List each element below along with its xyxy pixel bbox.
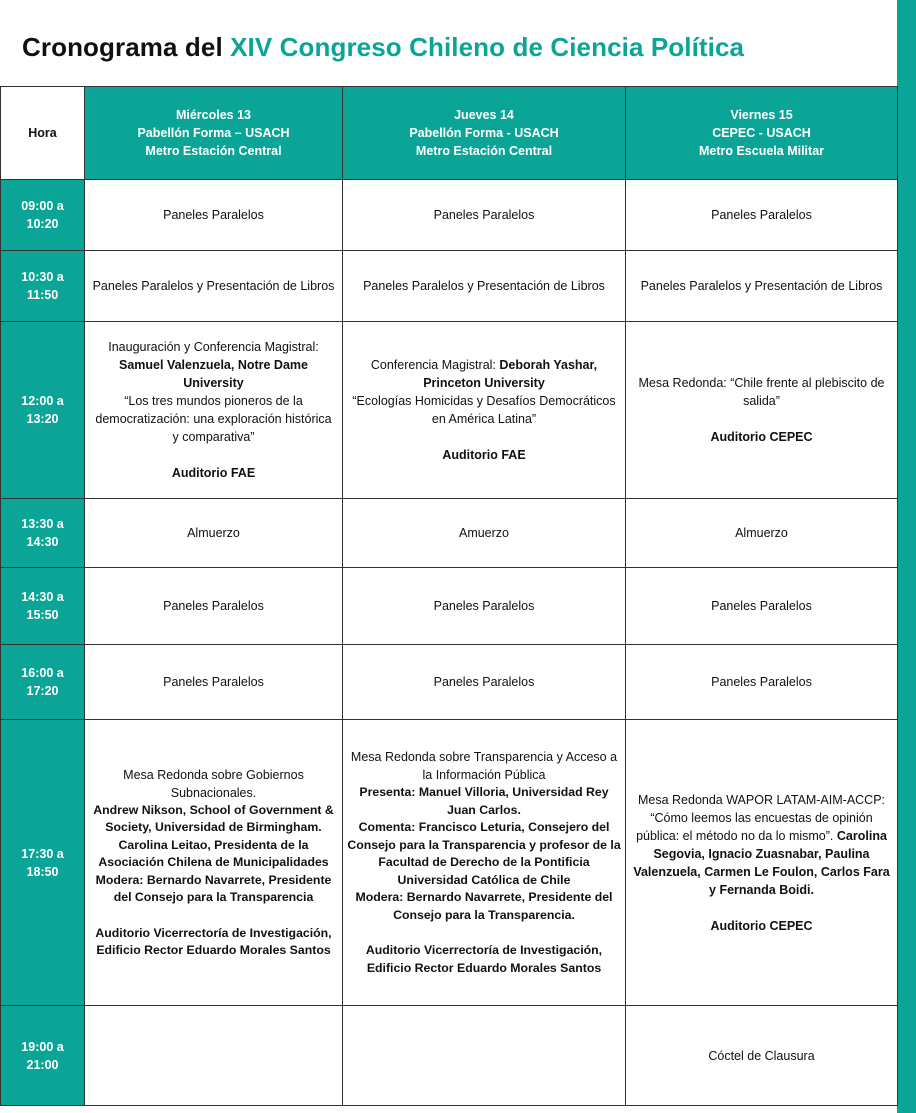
- session-cell: Paneles Paralelos: [85, 645, 343, 720]
- speaker-name: Samuel Valenzuela, Notre Dame University: [119, 358, 308, 390]
- session-cell: Paneles Paralelos: [85, 180, 343, 251]
- spacer: [632, 410, 891, 428]
- talk-title: “Los tres mundos pioneros de la democratización: una exploración histórica y comparativa”: [95, 394, 332, 444]
- moderator: Modera: Bernardo Navarrete, Presidente del Consejo para la Transparencia.: [355, 890, 613, 922]
- hour-text: 14:30 a: [21, 590, 64, 604]
- session-cell: Almuerzo: [626, 499, 898, 568]
- spacer: [347, 924, 621, 942]
- session-cell: Paneles Paralelos y Presentación de Libros: [343, 251, 626, 322]
- day-header-line: Metro Estación Central: [145, 144, 282, 158]
- session-cell: [626, 720, 898, 1006]
- day-header-thursday: [343, 87, 626, 180]
- header-row: [1, 87, 898, 180]
- session-cell: Paneles Paralelos: [626, 645, 898, 720]
- day-header-wednesday: [85, 87, 343, 180]
- speaker-names: Carolina Segovia, Ignacio Zuasnabar, Paulina Valenzuela, Carmen Le Foulon, Carlos Fara y Fernanda Boidi.: [633, 828, 890, 897]
- hour-text: 10:20: [26, 217, 59, 231]
- venue-label: Auditorio CEPEC: [710, 918, 813, 933]
- session-intro: Mesa Redonda: “Chile frente al plebiscito de salida”: [638, 376, 885, 408]
- hour-text: 19:00 a: [21, 1039, 64, 1054]
- table-row: [1, 1006, 898, 1106]
- day-header-line: Miércoles 13: [175, 108, 252, 122]
- hour-text: 09:00 a: [21, 199, 64, 213]
- hour-text: 16:00 a: [21, 666, 64, 680]
- hour-cell: [1, 568, 85, 645]
- hour-cell: [1, 180, 85, 251]
- hour-text: 18:50: [26, 864, 59, 879]
- table-row: [1, 645, 898, 720]
- hour-cell: [1, 322, 85, 499]
- accent-side-bar: [897, 0, 916, 1113]
- session-intro: Mesa Redonda sobre Transparencia y Acceso a la Información Pública: [350, 750, 618, 782]
- hour-text: 10:30 a: [21, 270, 64, 284]
- session-cell: Paneles Paralelos: [343, 645, 626, 720]
- presenter: Presenta: Manuel Villoria, Universidad Rey Juan Carlos.: [359, 785, 609, 817]
- session-intro: Conferencia Magistral:: [370, 358, 496, 372]
- table-row: [1, 720, 898, 1006]
- day-header-line: Metro Escuela Militar: [698, 144, 825, 158]
- hour-text: 13:30 a: [21, 517, 64, 531]
- session-cell: [85, 322, 343, 499]
- hour-column-header: Hora: [1, 87, 85, 180]
- table-row: [1, 322, 898, 499]
- hour-cell: [1, 645, 85, 720]
- hour-cell: [1, 499, 85, 568]
- hour-cell: [1, 251, 85, 322]
- panelist: Andrew Nikson, School of Government & Society, Universidad de Birmingham.: [93, 802, 334, 834]
- hour-text: 13:20: [26, 412, 59, 426]
- session-cell: Paneles Paralelos: [85, 568, 343, 645]
- table-row: [1, 499, 898, 568]
- venue-label: Auditorio FAE: [442, 448, 526, 462]
- spacer: [89, 907, 338, 925]
- hour-text: 11:50: [26, 288, 59, 302]
- hour-text: 12:00 a: [21, 394, 64, 408]
- hour-text: 15:50: [26, 608, 59, 622]
- hour-text: 14:30: [26, 535, 59, 549]
- session-cell: [626, 322, 898, 499]
- talk-title: “Ecologías Homicidas y Desafíos Democráticos en América Latina”: [352, 394, 616, 426]
- spacer: [349, 428, 619, 446]
- schedule-table: [0, 86, 898, 1106]
- session-cell: Paneles Paralelos: [343, 180, 626, 251]
- venue-label: Auditorio FAE: [171, 466, 256, 480]
- moderator: Modera: Bernardo Navarrete, Presidente del Consejo para la Transparencia: [95, 872, 332, 904]
- session-cell: Almuerzo: [85, 499, 343, 568]
- day-header-line: Pabellón Forma – USACH: [137, 126, 290, 140]
- session-intro: Inauguración y Conferencia Magistral:: [108, 340, 319, 354]
- session-cell: Paneles Paralelos: [626, 568, 898, 645]
- session-cell: [343, 720, 626, 1006]
- title-accent: XIV Congreso Chileno de Ciencia Política: [230, 32, 745, 62]
- panelist: Carolina Leitao, Presidenta de la Asociación Chilena de Municipalidades: [98, 837, 329, 869]
- venue-label: Auditorio Vicerrectoría de Investigación, Edificio Rector Eduardo Morales Santos: [95, 925, 332, 957]
- day-header-line: Jueves 14: [454, 108, 514, 122]
- session-cell: Cóctel de Clausura: [626, 1006, 898, 1106]
- session-intro: Mesa Redonda WAPOR LATAM-AIM-ACCP: “Cómo leemos las encuestas de opinión pública: el método no da lo mismo”.: [636, 792, 886, 843]
- title-prefix: Cronograma del: [22, 32, 223, 62]
- session-cell: Amuerzo: [343, 499, 626, 568]
- session-cell: [343, 322, 626, 499]
- venue-label: Auditorio Vicerrectoría de Investigación, Edificio Rector Eduardo Morales Santos: [365, 943, 603, 975]
- session-cell: [343, 1006, 626, 1106]
- hour-text: 21:00: [26, 1057, 59, 1072]
- session-cell: [85, 1006, 343, 1106]
- table-row: [1, 251, 898, 322]
- session-cell: Paneles Paralelos: [343, 568, 626, 645]
- page-title: [22, 32, 744, 63]
- speaker-name: Deborah Yashar, Princeton University: [423, 358, 598, 390]
- day-header-line: CEPEC - USACH: [712, 126, 811, 140]
- hour-text: 17:20: [26, 684, 59, 698]
- day-header-friday: [626, 87, 898, 180]
- session-cell: Paneles Paralelos: [626, 180, 898, 251]
- session-intro: Mesa Redonda sobre Gobiernos Subnacionales.: [123, 767, 304, 800]
- table-row: [1, 568, 898, 645]
- table-row: [1, 180, 898, 251]
- session-cell: [85, 720, 343, 1006]
- session-cell: Paneles Paralelos y Presentación de Libros: [626, 251, 898, 322]
- hour-cell: [1, 1006, 85, 1106]
- commentator: Comenta: Francisco Leturia, Consejero del Consejo para la Transparencia y profesor de la Facultad de Derecho de la Pontificia Universidad Católica de Chile: [347, 820, 621, 887]
- venue-label: Auditorio CEPEC: [710, 430, 813, 444]
- hour-cell: [1, 720, 85, 1006]
- spacer: [91, 446, 336, 464]
- hour-text: 17:30 a: [21, 846, 64, 861]
- session-cell: Paneles Paralelos y Presentación de Libros: [85, 251, 343, 322]
- day-header-line: Pabellón Forma - USACH: [409, 126, 559, 140]
- day-header-line: Viernes 15: [730, 108, 793, 122]
- day-header-line: Metro Estación Central: [415, 144, 553, 158]
- spacer: [632, 899, 891, 917]
